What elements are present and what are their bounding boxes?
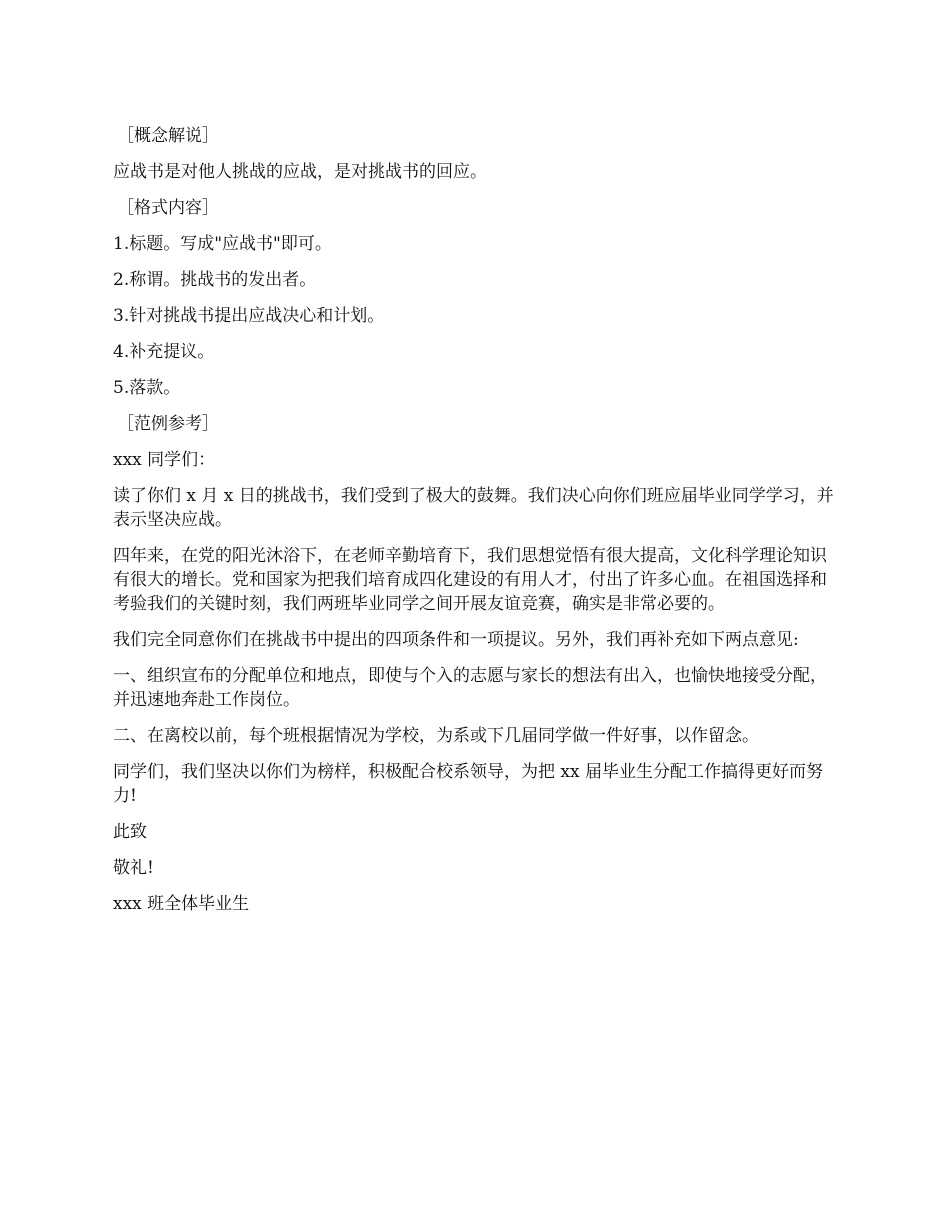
letter-salutation: xxx 同学们： <box>113 450 216 470</box>
letter-signature: xxx 班全体毕业生 <box>113 894 250 914</box>
format-item-signature: 5.落款。 <box>113 378 181 398</box>
format-heading: ［格式内容］ <box>117 198 219 218</box>
letter-paragraph: 四年来，在党的阳光沐浴下，在老师辛勤培育下，我们思想觉悟有很大提高，文化科学理论知识有很大的增长。党和国家为把我们培育成四化建设的有用人才，付出了许多心血。在祖国选择和考验我们的关键时刻，我们两班毕业同学之间开展友谊竞赛，确实是非常必要的。 <box>113 546 827 614</box>
letter-paragraph: 一、组织宣布的分配单位和地点，即使与个入的志愿与家长的想法有出入，也愉快地接受分配，并迅速地奔赴工作岗位。 <box>113 666 827 710</box>
concept-heading: ［概念解说］ <box>117 126 219 146</box>
example-letter <box>113 448 841 916</box>
letter-paragraph: 二、在离校以前，每个班根据情况为学校，为系或下几届同学做一件好事，以作留念。 <box>113 726 759 746</box>
format-item-salutation: 2.称谓。挑战书的发出者。 <box>113 270 317 290</box>
format-item-title: 1.标题。写成"应战书"即可。 <box>113 234 332 254</box>
example-heading: ［范例参考］ <box>117 414 219 434</box>
format-item-plan: 3.针对挑战书提出应战决心和计划。 <box>113 306 385 326</box>
letter-regards: 敬礼! <box>113 858 154 878</box>
letter-paragraph: 同学们，我们坚决以你们为榜样，积极配合校系领导，为把 xx 届毕业生分配工作搞得更好而努力! <box>113 762 823 806</box>
concept-text: 应战书是对他人挑战的应战，是对挑战书的回应。 <box>113 162 487 182</box>
letter-closing: 此致 <box>113 822 147 842</box>
letter-paragraph: 我们完全同意你们在挑战书中提出的四项条件和一项提议。另外，我们再补充如下两点意见: <box>113 630 799 650</box>
document-page <box>113 124 841 928</box>
format-item-suggestion: 4.补充提议。 <box>113 342 215 362</box>
letter-paragraph: 读了你们 x 月 x 日的挑战书，我们受到了极大的鼓舞。我们决心向你们班应届毕业同学学习，并表示坚决应战。 <box>113 486 834 530</box>
